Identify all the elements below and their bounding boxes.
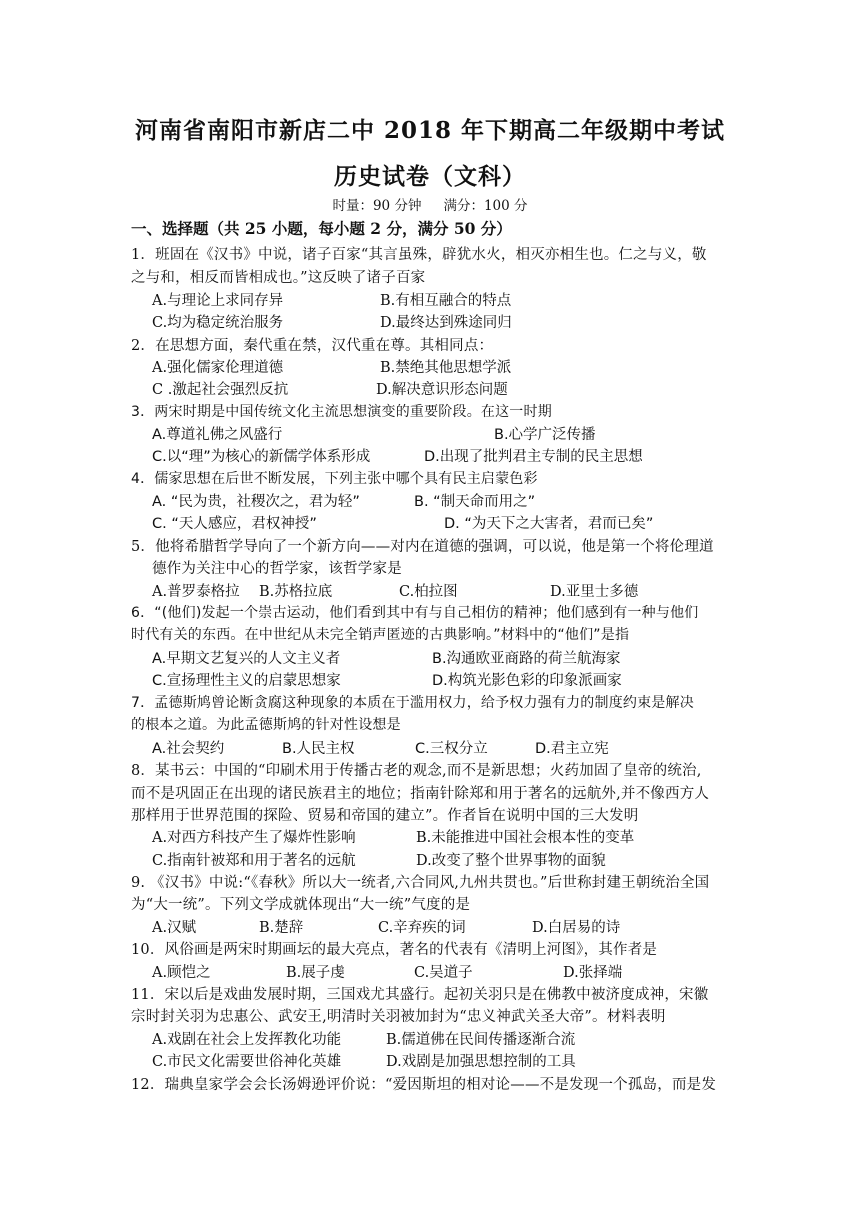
question-6-stem-line-2: 时代有关的东西。在中世纪从未完全销声匿迹的古典影响。”材料中的“他们”是指 [131, 627, 630, 643]
question-11-option-c: C.市民文化需要世俗神化英雄 [152, 1054, 342, 1070]
question-2-option-b: B.禁绝其他思想学派 [380, 360, 512, 376]
question-5-option-c: C.柏拉图 [399, 584, 458, 600]
question-9-option-c: C.辛弃疾的词 [378, 920, 466, 936]
question-8-option-a: A.对西方科技产生了爆炸性影响 [152, 830, 356, 846]
exam-title: 河南省南阳市新店二中 2018 年下期高二年级期中考试 [134, 117, 726, 144]
question-9-option-d: D.白居易的诗 [532, 920, 621, 936]
question-10-stem-line-1: 10．风俗画是两宋时期画坛的最大亮点，著名的代表有《清明上河图》，其作者是 [131, 942, 658, 958]
question-5-option-d: D.亚里士多德 [550, 584, 639, 600]
question-10-option-a: A.顾恺之 [152, 965, 211, 981]
question-9-option-b: B.楚辞 [259, 920, 304, 936]
question-5-option-a: A.普罗泰格拉 [152, 584, 240, 600]
exam-subtitle: 历史试卷（文科） [334, 163, 526, 190]
question-9-stem-line-2: 为“大一统”。下列文学成就体现出“大一统”气度的是 [131, 897, 471, 913]
question-3-option-d: D.出现了批判君主专制的民主思想 [424, 449, 643, 465]
question-3-stem-line-1: 3．两宋时期是中国传统文化主流思想演变的重要阶段。在这一时期 [131, 404, 552, 420]
question-6-option-d: D.构筑光影色彩的印象派画家 [432, 673, 622, 689]
question-11-stem-line-2: 宗时封关羽为忠惠公、武安王,明清时关羽被加封为“忠义神武关圣大帝”。材料表明 [131, 1009, 666, 1025]
question-6-option-a: A.早期文艺复兴的人文主义者 [152, 651, 341, 667]
question-3-option-c: C.以“理”为核心的新儒学体系形成 [152, 449, 371, 465]
question-8-option-b: B.未能推进中国社会根本性的变革 [416, 830, 635, 846]
question-7-option-d: D.君主立宪 [535, 741, 609, 757]
question-2-option-a: A.强化儒家伦理道德 [152, 360, 284, 376]
question-3-option-a: A.尊道礼佛之风盛行 [152, 427, 283, 443]
question-2-option-d: D.解决意识形态问题 [376, 382, 508, 398]
question-2-stem-line-1: 2．在思想方面，秦代重在禁，汉代重在尊。其相同点： [131, 338, 494, 354]
question-11-option-a: A.戏剧在社会上发挥教化功能 [152, 1032, 342, 1048]
question-2-option-c: C .激起社会强烈反抗 [152, 382, 289, 398]
question-10-option-c: C.吴道子 [414, 965, 473, 981]
question-7-option-c: C.三权分立 [415, 741, 488, 757]
exam-score: 满分：100 分 [443, 198, 528, 214]
question-9-option-a: A.汉赋 [152, 920, 197, 936]
question-4-option-d: D. “为天下之大害者，君而已矣” [444, 516, 654, 532]
question-5-stem-line-1: 5．他将希腊哲学导向了一个新方向——对内在道德的强调，可以说，他是第一个将伦理道 [131, 539, 714, 555]
question-7-option-a: A.社会契约 [152, 741, 225, 757]
question-4-option-a: A. “民为贵，社稷次之，君为轻” [152, 494, 360, 510]
question-12-stem-line-1: 12．瑞典皇家学会会长汤姆逊评价说：“爱因斯坦的相对论——不是发现一个孤岛，而是发 [131, 1077, 717, 1093]
question-4-option-c: C. “天人感应，君权神授” [152, 516, 317, 532]
question-8-stem-line-1: 8．某书云：中国的“印刷术用于传播古老的观念,而不是新思想；火药加固了皇帝的统治, [131, 763, 702, 779]
question-11-stem-line-1: 11．宋以后是戏曲发展时期，三国戏尤其盛行。起初关羽只是在佛教中被济度成神，宋徽 [131, 987, 709, 1003]
question-4-stem-line-1: 4．儒家思想在后世不断发展，下列主张中哪个具有民主启蒙色彩 [131, 471, 538, 487]
question-1-option-b: B.有相互融合的特点 [380, 293, 512, 309]
exam-time: 时量：90 分钟 [332, 198, 422, 214]
question-10-option-b: B.展子虔 [286, 965, 345, 981]
question-8-stem-line-3: 那样用于世界范围的探险、贸易和帝国的建立”。作者旨在说明中国的三大发明 [131, 808, 639, 824]
question-1-option-a: A.与理论上求同存异 [152, 293, 284, 309]
exam-meta [0, 194, 860, 214]
question-4-option-b: B. “制天命而用之” [414, 494, 536, 510]
question-5-option-b: B.苏格拉底 [259, 584, 333, 600]
question-8-stem-line-2: 而不是巩固正在出现的诸民族君主的地位；指南针除郑和用于著名的远航外,并不像西方人 [131, 786, 710, 802]
question-6-option-b: B.沟通欧亚商路的荷兰航海家 [432, 651, 621, 667]
question-8-option-c: C.指南针被郑和用于著名的远航 [152, 853, 356, 869]
question-1-stem-line-1: 1．班固在《汉书》中说，诸子百家“其言虽殊，辟犹水火，相灭亦相生也。仁之与义，敬 [131, 247, 707, 263]
question-11-option-b: B.儒道佛在民间传播逐渐合流 [386, 1032, 576, 1048]
question-3-option-b: B.心学广泛传播 [494, 427, 596, 443]
question-1-option-d: D.最终达到殊途同归 [380, 315, 512, 331]
question-7-stem-line-1: 7．孟德斯鸠曾论断贪腐这种现象的本质在于滥用权力，给予权力强有力的制度约束是解决 [131, 695, 694, 711]
question-7-stem-line-2: 的根本之道。为此孟德斯鸠的针对性设想是 [131, 717, 401, 733]
question-5-stem-line-2: 德作为关注中心的哲学家，该哲学家是 [152, 561, 402, 577]
question-6-option-c: C.宣扬理性主义的启蒙思想家 [152, 673, 341, 689]
question-10-option-d: D.张择端 [563, 965, 623, 981]
question-8-option-d: D.改变了整个世界事物的面貌 [416, 853, 606, 869]
question-9-stem-line-1: 9. 《汉书》中说:“《春秋》所以大一统者,六合同风,九州共贯也。”后世称封建王朝统治全国 [131, 875, 710, 891]
question-1-stem-line-2: 之与和，相反而皆相成也。”这反映了诸子百家 [131, 270, 426, 286]
section-heading: 一、选择题（共 25 小题，每小题 2 分，满分 50 分） [131, 219, 512, 238]
question-11-option-d: D.戏剧是加强思想控制的工具 [386, 1054, 576, 1070]
question-6-stem-line-1: 6．“(他们)发起一个崇古运动，他们看到其中有与自己相仿的精神；他们感到有一种与他们 [131, 605, 699, 621]
question-1-option-c: C.均为稳定统治服务 [152, 315, 284, 331]
question-7-option-b: B.人民主权 [282, 741, 355, 757]
